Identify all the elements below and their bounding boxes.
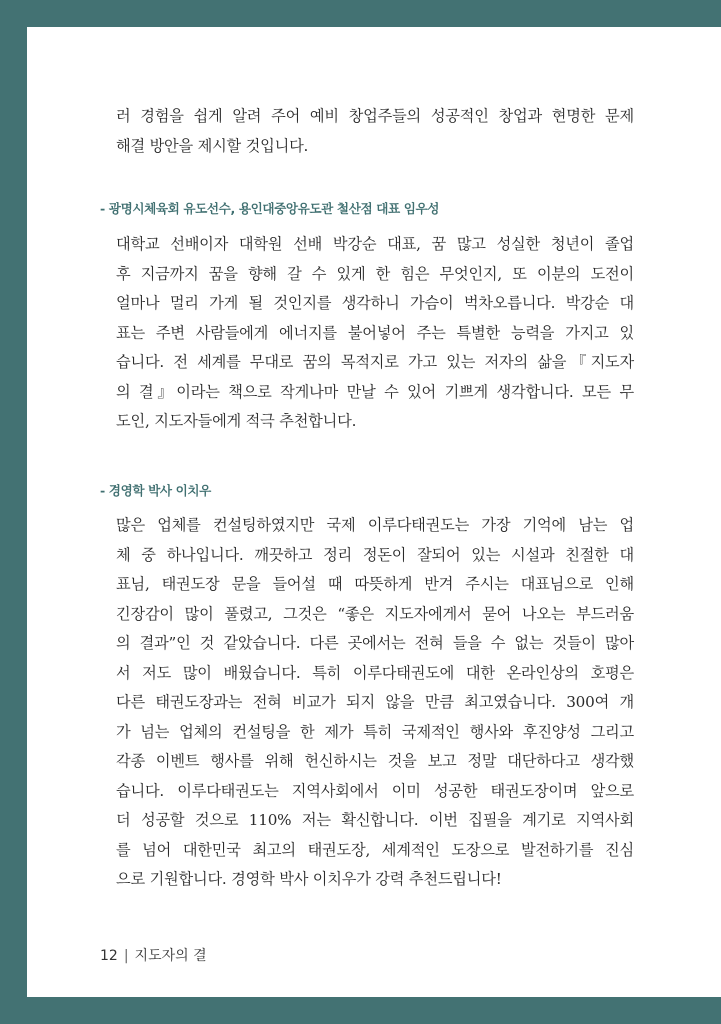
text-line: 가 넘는 업체의 컨설팅을 한 제가 특히 국제적인 행사와 후진양성 그리고 bbox=[116, 722, 634, 741]
text-line: 를 넘어 대한민국 최고의 태권도장, 세계적인 도장으로 발전하기를 진심 bbox=[116, 840, 634, 859]
text-line: 으로 기원합니다. 경영학 박사 이치우가 강력 추천드립니다! bbox=[116, 870, 502, 888]
page-footer bbox=[100, 945, 207, 965]
text-line: 습니다. 이루다태권도는 지역사회에서 이미 성공한 태권도장이며 앞으로 bbox=[116, 781, 634, 800]
book-page bbox=[27, 27, 721, 997]
text-line: 후 지금까지 꿈을 향해 갈 수 있게 한 힘은 무엇인지, 또 이분의 도전이 bbox=[116, 264, 634, 283]
text-line: 해결 방안을 제시할 것입니다. bbox=[116, 136, 309, 155]
text-line: 많은 업체를 컨설팅하였지만 국제 이루다태권도는 가장 기억에 남는 업 bbox=[116, 516, 634, 534]
text-line: 더 성공할 것으로 110% 저는 확신합니다. 이번 집필을 계기로 지역사회 bbox=[116, 811, 634, 829]
text-line: 의 결』이라는 책으로 작게나마 만날 수 있어 기쁘게 생각합니다. 모든 무 bbox=[116, 382, 634, 401]
text-line: 러 경험을 쉽게 알려 주어 예비 창업주들의 성공적인 창업과 현명한 문제 bbox=[116, 107, 634, 125]
section-heading-lim-wooseong: - 광명시체육회 유도선수, 용인대중앙유도관 철산점 대표 임우성 bbox=[100, 201, 440, 216]
text-line: 서 저도 많이 배웠습니다. 특히 이루다태권도에 대한 온라인상의 호평은 bbox=[116, 663, 634, 682]
book-title: 지도자의 결 bbox=[134, 948, 207, 964]
text-line: 긴장감이 많이 풀렸고, 그것은 “좋은 지도자에게서 묻어 나오는 부드러움 bbox=[116, 604, 634, 623]
footer-separator: | bbox=[123, 948, 129, 964]
text-line: 대학교 선배이자 대학원 선배 박강순 대표, 꿈 많고 성실한 청년이 졸업 bbox=[116, 235, 634, 253]
text-line: 체 중 하나입니다. 깨끗하고 정리 정돈이 잘되어 있는 시설과 친절한 대 bbox=[116, 545, 634, 564]
text-line: 다른 태권도장과는 전혀 비교가 되지 않을 만큼 최고였습니다. 300여 개 bbox=[116, 693, 634, 711]
text-line: 표님, 태권도장 문을 들어설 때 따뜻하게 반겨 주시는 대표님으로 인해 bbox=[116, 575, 634, 593]
recommendation-paragraph-lee-chiwoo bbox=[116, 511, 634, 895]
text-line: 습니다. 전 세계를 무대로 꿈의 목적지로 가고 있는 저자의 삶을『지도자 bbox=[116, 353, 634, 371]
intro-paragraph bbox=[116, 102, 634, 161]
text-line: 각종 이벤트 행사를 위해 헌신하시는 것을 보고 정말 대단하다고 생각했 bbox=[116, 752, 634, 770]
text-line: 의 결과”인 것 같았습니다. 다른 곳에서는 전혀 들을 수 없는 것들이 많아 bbox=[116, 634, 634, 652]
text-line: 얼마나 멀리 가게 될 것인지를 생각하니 가슴이 벅차오릅니다. 박강순 대 bbox=[116, 294, 634, 312]
text-line: 도인, 지도자들에게 적극 추천합니다. bbox=[116, 412, 357, 430]
recommendation-paragraph-lim-wooseong bbox=[116, 230, 634, 437]
section-heading-lee-chiwoo: - 경영학 박사 이치우 bbox=[100, 483, 211, 498]
text-line: 표는 주변 사람들에게 에너지를 불어넣어 주는 특별한 능력을 가지고 있 bbox=[116, 323, 634, 342]
page-number: 12 bbox=[100, 948, 118, 964]
